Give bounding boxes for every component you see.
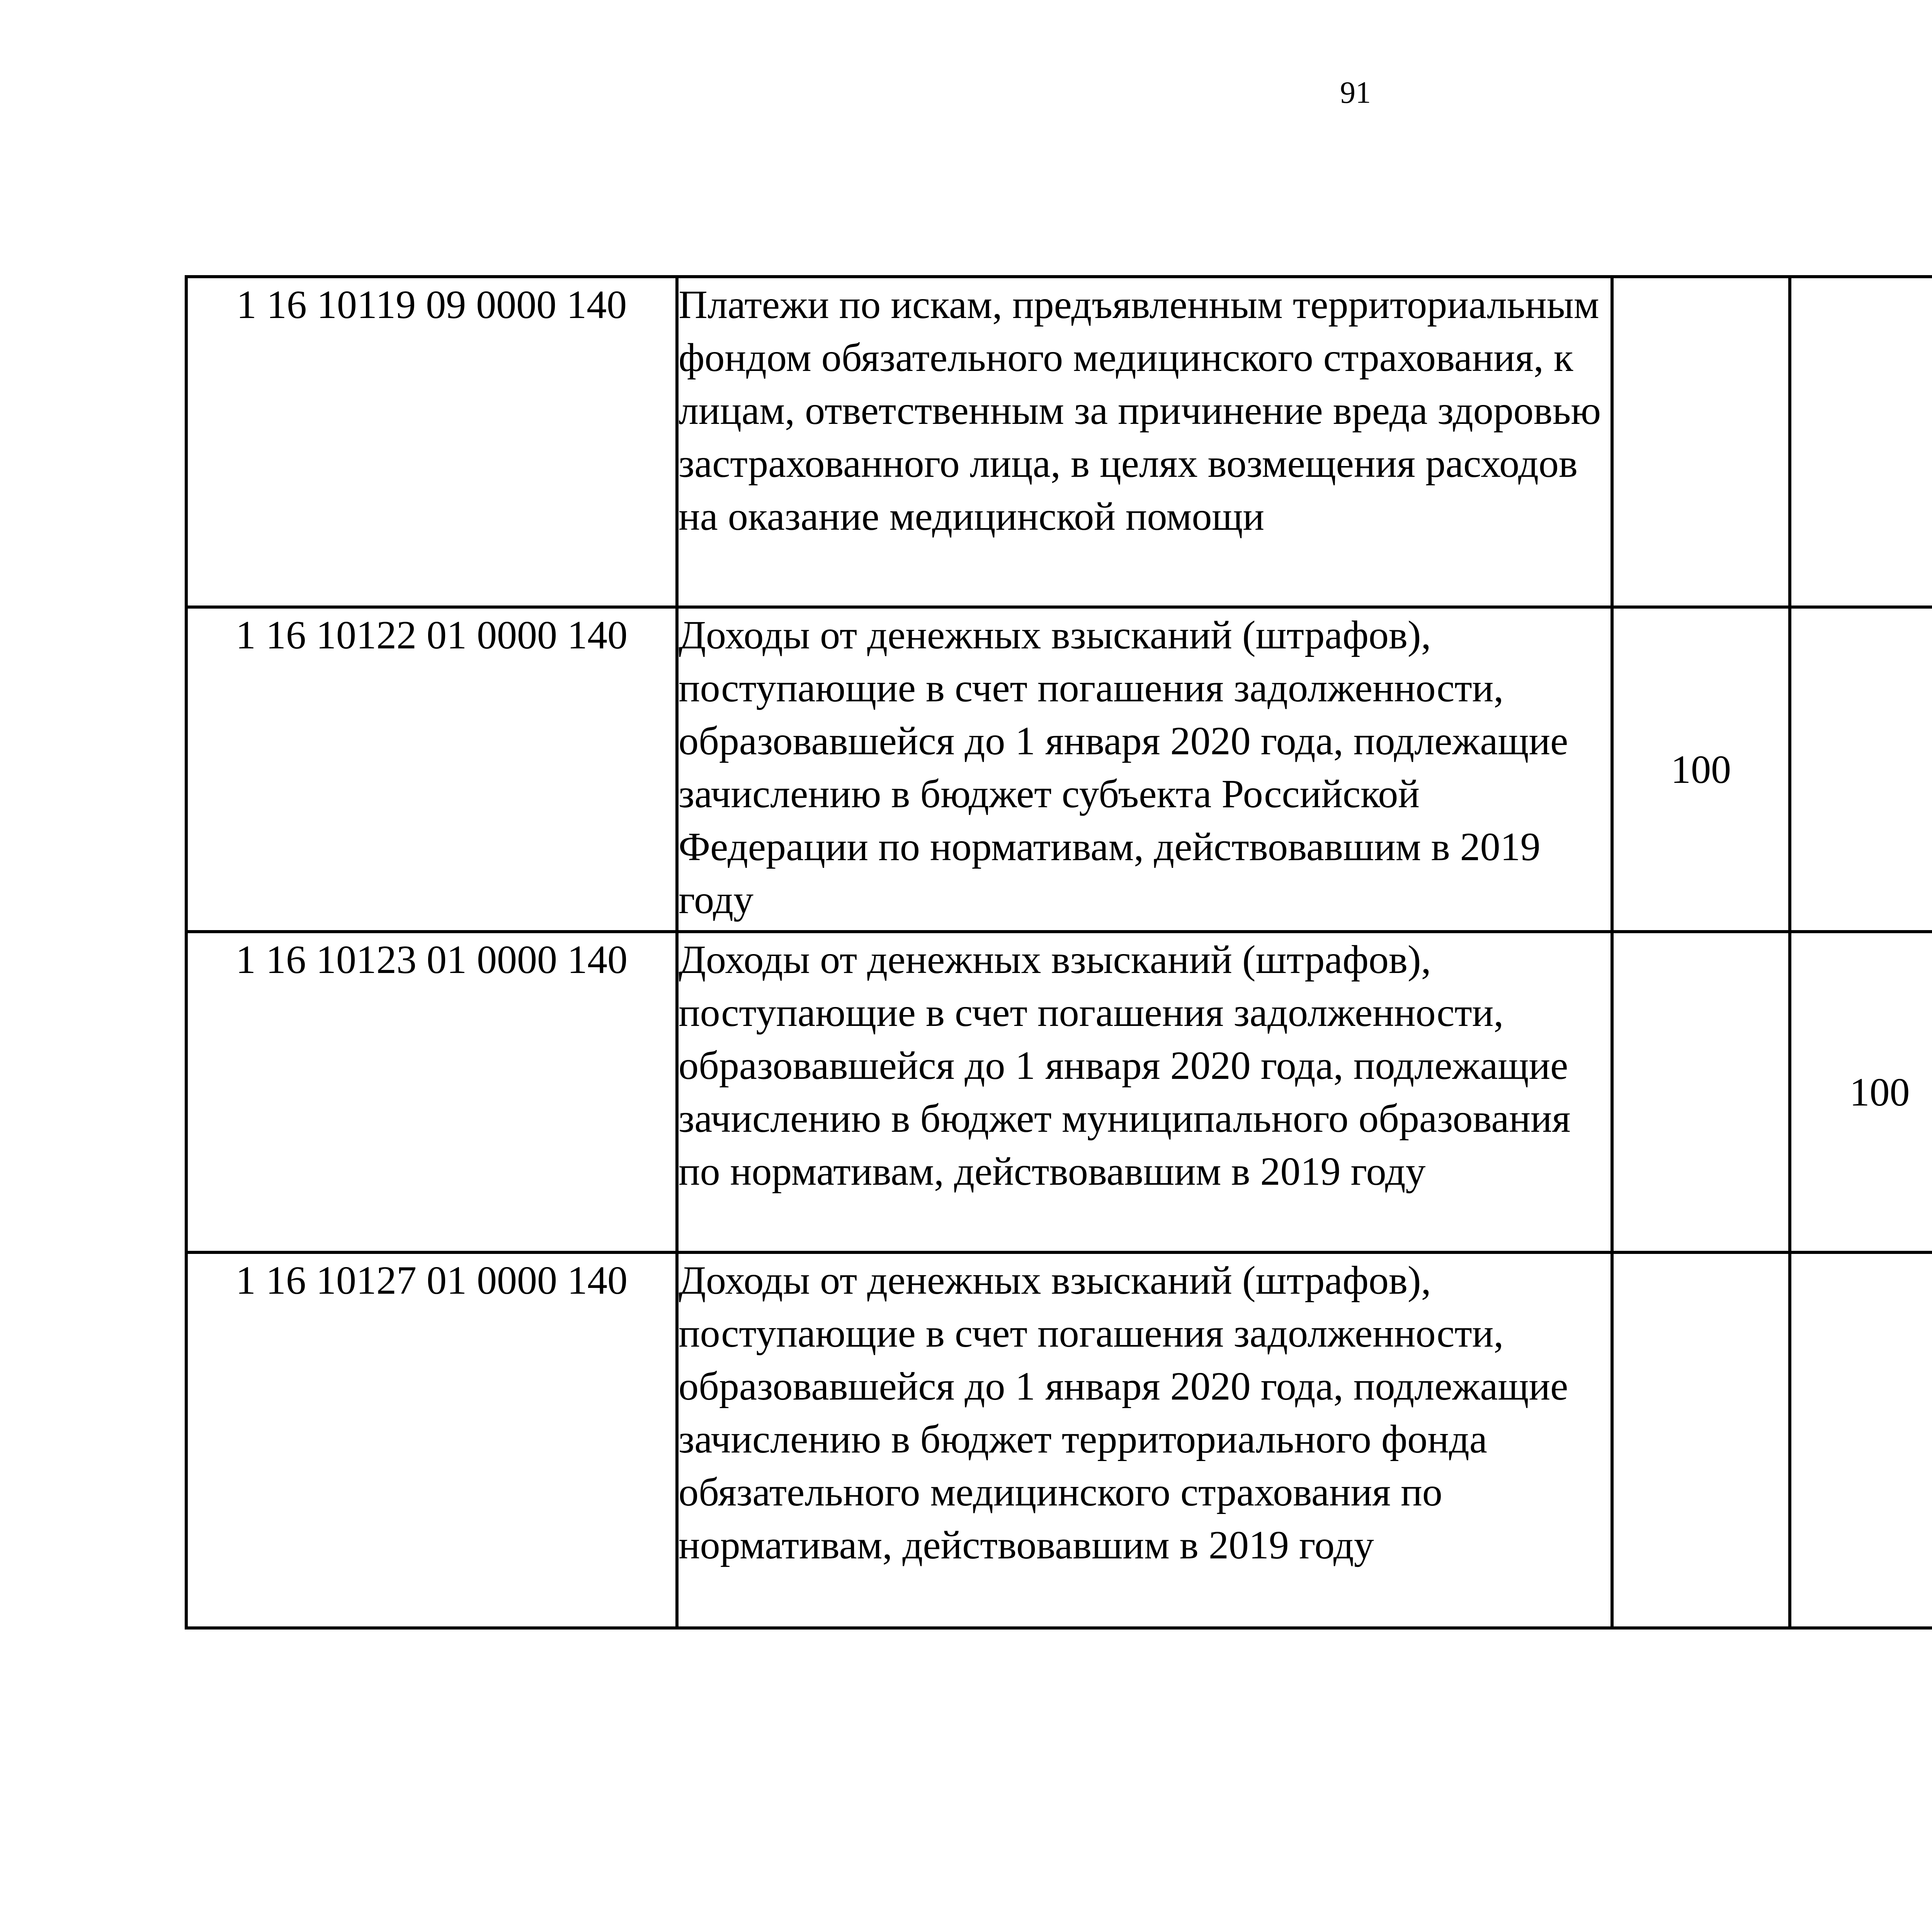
table-row: [186, 277, 1932, 607]
table-row: [186, 607, 1932, 932]
revenue-code-cell: 1 16 10127 01 0000 140: [186, 1252, 677, 1628]
value-cell-2: [1790, 1252, 1932, 1628]
revenue-code-cell: 1 16 10123 01 0000 140: [186, 932, 677, 1252]
value-cell-1: [1612, 1252, 1790, 1628]
revenue-code-cell: 1 16 10122 01 0000 140: [186, 607, 677, 932]
value-cell-1: 100: [1612, 607, 1790, 932]
value-cell-2: [1790, 277, 1932, 607]
value-cell-1: [1612, 277, 1790, 607]
revenue-description-cell: Доходы от денежных взысканий (штрафов), поступающие в счет погашения задолженности, образовавшейся до 1 января 2020 года, подлежащие зачислению в бюджет муниципального образования по нормативам, действовавшим в 2019 году: [677, 932, 1612, 1252]
revenue-code-cell: 1 16 10119 09 0000 140: [186, 277, 677, 607]
value-cell-2: [1790, 607, 1932, 932]
revenue-description-cell: Платежи по искам, предъявленным территориальным фондом обязательного медицинского страхования, к лицам, ответственным за причинение вреда здоровью застрахованного лица, в целях возмещения расходов на оказание медицинской помощи: [677, 277, 1612, 607]
value-cell-2: 100: [1790, 932, 1932, 1252]
revenue-description-cell: Доходы от денежных взысканий (штрафов), поступающие в счет погашения задолженности, образовавшейся до 1 января 2020 года, подлежащие зачислению в бюджет субъекта Российской Федерации по нормативам, действовавшим в 2019 году: [677, 607, 1612, 932]
revenue-description-cell: Доходы от денежных взысканий (штрафов), поступающие в счет погашения задолженности, образовавшейся до 1 января 2020 года, подлежащие зачислению в бюджет территориального фонда обязательного медицинского страхования по нормативам, действовавшим в 2019 году: [677, 1252, 1612, 1628]
value-cell-1: [1612, 932, 1790, 1252]
table-row: [186, 1252, 1932, 1628]
budget-revenue-table: [185, 275, 1932, 1630]
table-row: [186, 932, 1932, 1252]
page-number: 91: [1340, 76, 1371, 110]
